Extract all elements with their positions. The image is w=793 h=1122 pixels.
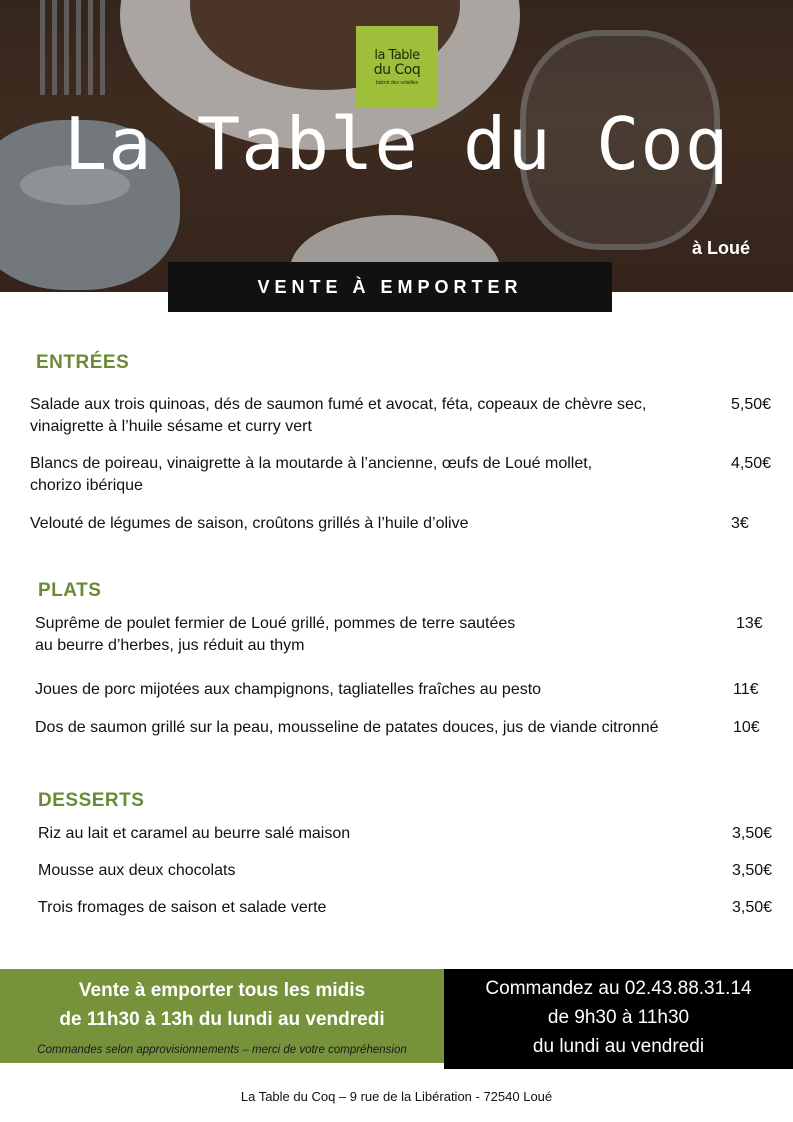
item-text: Joues de porc mijotées aux champignons, tagliatelles fraîches au pesto <box>35 681 542 698</box>
item-price: 10€ <box>733 719 760 736</box>
item-price: 13€ <box>736 615 763 632</box>
section-title-desserts: DESSERTS <box>38 790 145 811</box>
location-label: à Loué <box>692 238 751 258</box>
opening-hours-box <box>0 969 444 1063</box>
item-text: Dos de saumon grillé sur la peau, mousseline de patates douces, jus de viande citronné <box>35 719 659 736</box>
menu-item <box>38 860 235 882</box>
item-text: Riz au lait et caramel au beurre salé maison <box>38 825 351 842</box>
order-days: du lundi au vendredi <box>532 1036 705 1057</box>
takeaway-hours: de 11h30 à 13h du lundi au vendredi <box>59 1009 385 1030</box>
item-price: 3,50€ <box>732 862 773 879</box>
takeaway-days: Vente à emporter tous les midis <box>78 980 366 1001</box>
item-text: Blancs de poireau, vinaigrette à la moutarde à l’ancienne, œufs de Loué mollet, <box>30 455 593 472</box>
item-price: 5,50€ <box>731 396 772 413</box>
section-title-plats: PLATS <box>38 580 102 601</box>
item-text: Velouté de légumes de saison, croûtons grillés à l’huile d’olive <box>30 515 469 532</box>
item-text: vinaigrette à l’huile sésame et curry vert <box>30 418 312 435</box>
logo-tagline: bistrot des volailles <box>375 79 419 86</box>
item-text: Salade aux trois quinoas, dés de saumon fumé et avocat, féta, copeaux de chèvre sec, <box>30 396 647 413</box>
item-text: au beurre d’herbes, jus réduit au thym <box>35 637 305 654</box>
restaurant-logo <box>356 26 438 108</box>
menu-item <box>35 679 541 701</box>
logo-line2: du Coq <box>373 61 421 78</box>
restaurant-address: La Table du Coq – 9 rue de la Libération - 72540 Loué <box>240 1089 553 1104</box>
menu-item <box>35 613 515 657</box>
order-phone: Commandez au 02.43.88.31.14 <box>485 978 752 999</box>
item-price: 3€ <box>731 515 749 532</box>
item-price: 11€ <box>733 681 759 698</box>
order-hours: de 9h30 à 11h30 <box>547 1007 690 1028</box>
menu-item <box>38 897 326 919</box>
item-text: Trois fromages de saison et salade verte <box>38 899 327 916</box>
order-info-box <box>444 969 793 1069</box>
section-title-entrees: ENTRÉES <box>36 352 130 373</box>
item-text: chorizo ibérique <box>30 477 143 494</box>
page-title: La Table du Coq <box>63 102 730 186</box>
item-text: Suprême de poulet fermier de Loué grillé, pommes de terre sautées <box>35 615 516 632</box>
menu-item <box>38 823 350 845</box>
menu-item <box>30 394 646 438</box>
item-price: 4,50€ <box>731 455 772 472</box>
supply-note: Commandes selon approvisionnements – merci de votre compréhension <box>37 1044 407 1056</box>
takeaway-banner: VENTE À EMPORTER <box>168 262 612 312</box>
logo-line1: la Table <box>374 47 420 63</box>
menu-item <box>30 453 592 497</box>
item-price: 3,50€ <box>732 825 773 842</box>
item-text: Mousse aux deux chocolats <box>38 862 236 879</box>
item-price: 3,50€ <box>732 899 773 916</box>
menu-item <box>35 717 658 739</box>
menu-item <box>30 513 468 535</box>
